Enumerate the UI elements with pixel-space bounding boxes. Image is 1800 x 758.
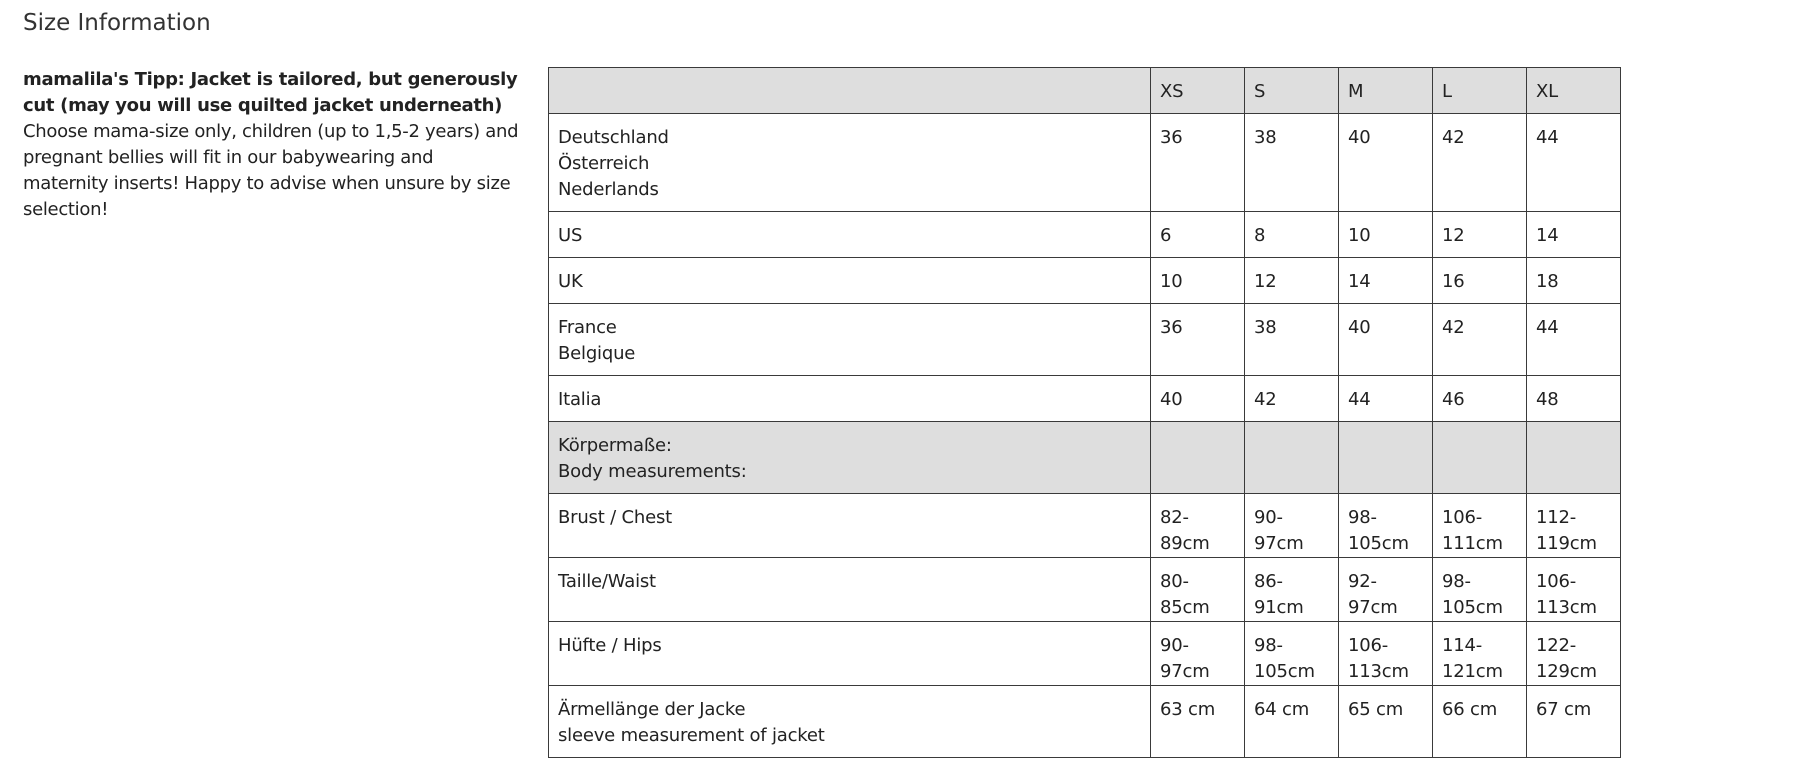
- header-size-xs: XS: [1151, 68, 1245, 114]
- table-cell: 14: [1527, 212, 1621, 258]
- size-table: [548, 67, 1621, 758]
- row-label: UK: [549, 258, 1151, 304]
- table-cell: 82-89cm: [1151, 494, 1245, 558]
- tip-heading: mamalila's Tipp: Jacket is tailored, but generously cut (may you will use quilted jacket underneath): [23, 69, 518, 116]
- empty-cell: [1527, 422, 1621, 494]
- row-label: Taille/Waist: [549, 558, 1151, 622]
- table-cell: 44: [1527, 114, 1621, 212]
- row-label: Brust / Chest: [549, 494, 1151, 558]
- row-label: [549, 686, 1151, 758]
- table-section-body-measurements: [549, 422, 1621, 494]
- header-corner-cell: [549, 68, 1151, 114]
- row-label-line: Body measurements:: [558, 461, 747, 482]
- size-tip: [23, 67, 523, 223]
- table-row-italy: [549, 376, 1621, 422]
- table-cell: 12: [1245, 258, 1339, 304]
- table-row-sleeve: [549, 686, 1621, 758]
- table-cell: 80-85cm: [1151, 558, 1245, 622]
- row-label-line: Deutschland: [558, 127, 669, 148]
- table-cell: 48: [1527, 376, 1621, 422]
- table-cell: 36: [1151, 114, 1245, 212]
- row-label-line: Belgique: [558, 343, 636, 364]
- table-cell: 114-121cm: [1433, 622, 1527, 686]
- table-row-uk: [549, 258, 1621, 304]
- table-cell: 42: [1433, 114, 1527, 212]
- page-title: Size Information: [23, 10, 211, 36]
- table-cell: 86-91cm: [1245, 558, 1339, 622]
- table-cell: 65 cm: [1339, 686, 1433, 758]
- table-cell: 63 cm: [1151, 686, 1245, 758]
- table-cell: 112-119cm: [1527, 494, 1621, 558]
- table-cell: 66 cm: [1433, 686, 1527, 758]
- table-cell: 106-113cm: [1527, 558, 1621, 622]
- row-label: US: [549, 212, 1151, 258]
- table-cell: 106-113cm: [1339, 622, 1433, 686]
- empty-cell: [1433, 422, 1527, 494]
- row-label-line: sleeve measurement of jacket: [558, 725, 825, 746]
- table-cell: 40: [1339, 304, 1433, 376]
- table-cell: 36: [1151, 304, 1245, 376]
- table-cell: 122-129cm: [1527, 622, 1621, 686]
- table-cell: 44: [1339, 376, 1433, 422]
- table-cell: 64 cm: [1245, 686, 1339, 758]
- row-label-line: France: [558, 317, 617, 338]
- table-cell: 38: [1245, 304, 1339, 376]
- empty-cell: [1245, 422, 1339, 494]
- table-cell: 42: [1245, 376, 1339, 422]
- row-label: [549, 304, 1151, 376]
- header-size-m: M: [1339, 68, 1433, 114]
- table-cell: 14: [1339, 258, 1433, 304]
- section-label: [549, 422, 1151, 494]
- empty-cell: [1151, 422, 1245, 494]
- table-row-waist: [549, 558, 1621, 622]
- tip-body: Choose mama-size only, children (up to 1,5-2 years) and pregnant bellies will fit in our babywearing and maternity inserts! Happy to advise when unsure by size selection!: [23, 121, 519, 220]
- table-cell: 98-105cm: [1245, 622, 1339, 686]
- table-row-us: [549, 212, 1621, 258]
- table-cell: 18: [1527, 258, 1621, 304]
- table-cell: 40: [1151, 376, 1245, 422]
- table-header-row: [549, 68, 1621, 114]
- row-label: Italia: [549, 376, 1151, 422]
- table-cell: 92-97cm: [1339, 558, 1433, 622]
- table-cell: 10: [1339, 212, 1433, 258]
- table-cell: 98-105cm: [1433, 558, 1527, 622]
- header-size-l: L: [1433, 68, 1527, 114]
- header-size-xl: XL: [1527, 68, 1621, 114]
- row-label: [549, 114, 1151, 212]
- row-label-line: Österreich: [558, 153, 650, 174]
- table-cell: 6: [1151, 212, 1245, 258]
- table-cell: 42: [1433, 304, 1527, 376]
- empty-cell: [1339, 422, 1433, 494]
- table-cell: 67 cm: [1527, 686, 1621, 758]
- table-cell: 10: [1151, 258, 1245, 304]
- header-size-s: S: [1245, 68, 1339, 114]
- table-cell: 106-111cm: [1433, 494, 1527, 558]
- table-cell: 98-105cm: [1339, 494, 1433, 558]
- row-label-line: Ärmellänge der Jacke: [558, 699, 746, 720]
- table-cell: 8: [1245, 212, 1339, 258]
- table-cell: 16: [1433, 258, 1527, 304]
- table-row-germany: [549, 114, 1621, 212]
- table-cell: 46: [1433, 376, 1527, 422]
- table-row-chest: [549, 494, 1621, 558]
- table-cell: 90-97cm: [1151, 622, 1245, 686]
- table-cell: 12: [1433, 212, 1527, 258]
- table-cell: 44: [1527, 304, 1621, 376]
- table-row-france: [549, 304, 1621, 376]
- table-row-hips: [549, 622, 1621, 686]
- row-label-line: Körpermaße:: [558, 435, 672, 456]
- table-cell: 40: [1339, 114, 1433, 212]
- table-cell: 90-97cm: [1245, 494, 1339, 558]
- row-label-line: Nederlands: [558, 179, 659, 200]
- table-cell: 38: [1245, 114, 1339, 212]
- row-label: Hüfte / Hips: [549, 622, 1151, 686]
